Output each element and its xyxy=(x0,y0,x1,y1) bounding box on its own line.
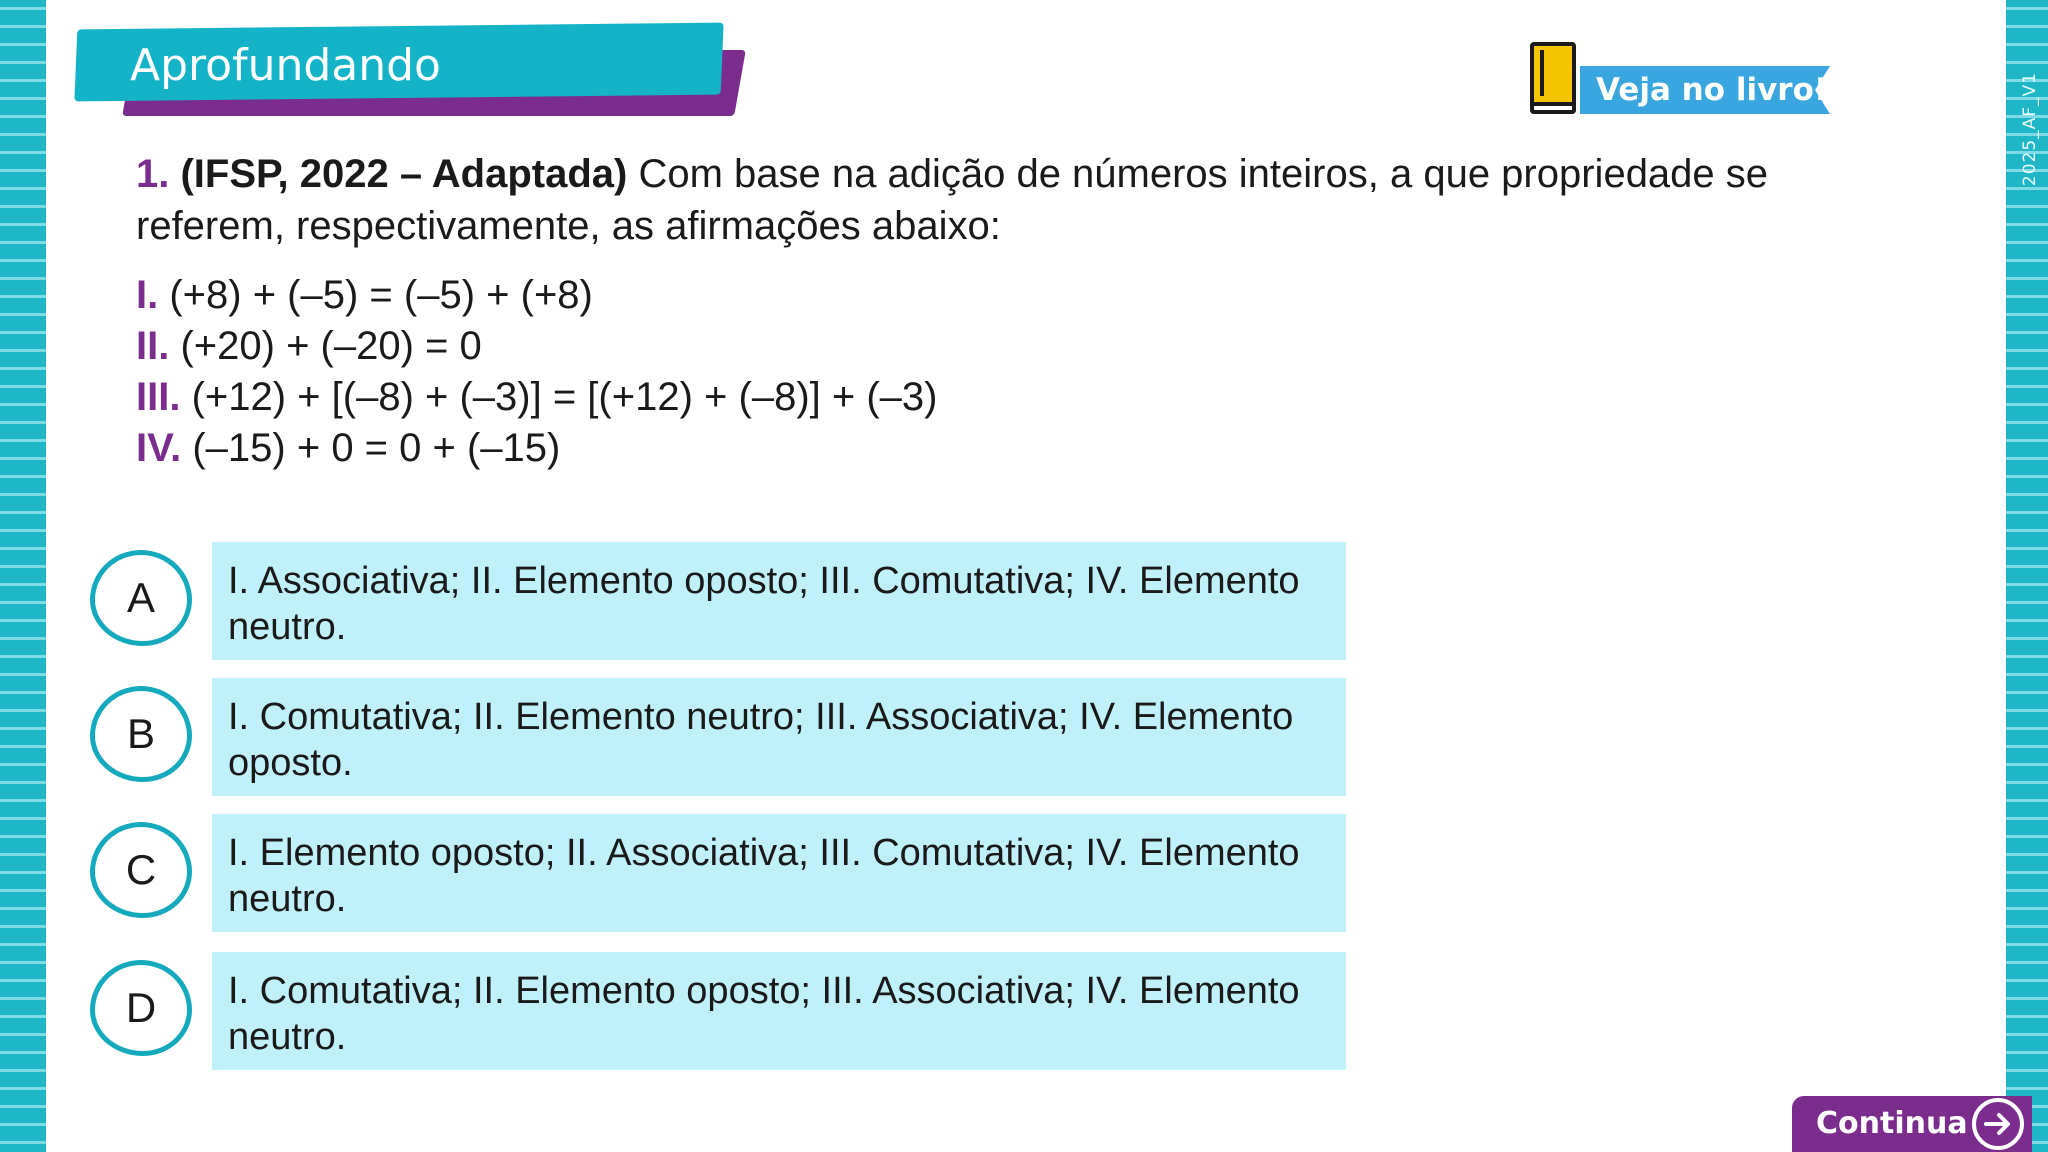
book-icon xyxy=(1530,42,1576,114)
option-letter-d[interactable]: D xyxy=(90,960,192,1056)
option-text-c[interactable]: I. Elemento oposto; II. Associativa; III. Comutativa; IV. Elemento neutro. xyxy=(212,814,1346,932)
option-text-d[interactable]: I. Comutativa; II. Elemento oposto; III. Associativa; IV. Elemento neutro. xyxy=(212,952,1346,1070)
option-b[interactable] xyxy=(90,678,1346,798)
option-letter-c[interactable]: C xyxy=(90,822,192,918)
statement-item: III. (+12) + [(–8) + (–3)] = [(+12) + (–8)] + (–3) xyxy=(136,375,938,419)
question-text: Com base na adição de números inteiros, a que propriedade se referem, respectivamente, as afirmações abaixo: xyxy=(136,152,1769,248)
option-a[interactable] xyxy=(90,542,1346,662)
statements-list xyxy=(136,270,937,474)
section-banner xyxy=(76,24,746,120)
section-title: Aprofundando xyxy=(130,40,441,91)
option-text-b[interactable]: I. Comutativa; II. Elemento neutro; III. Associativa; IV. Elemento oposto. xyxy=(212,678,1346,796)
statement-item: IV. (–15) + 0 = 0 + (–15) xyxy=(136,426,561,470)
right-wave-border xyxy=(2006,0,2048,1152)
statement-item: II. (+20) + (–20) = 0 xyxy=(136,324,482,368)
veja-no-livro-label: Veja no livro! xyxy=(1596,72,1829,108)
option-letter-b[interactable]: B xyxy=(90,686,192,782)
continue-label: Continua xyxy=(1816,1106,1968,1141)
arrow-right-icon xyxy=(1972,1098,2024,1150)
option-c[interactable] xyxy=(90,814,1346,934)
document-code: 2025_AF_V1 xyxy=(2020,72,2040,187)
question-prompt xyxy=(136,148,1896,252)
option-letter-a[interactable]: A xyxy=(90,550,192,646)
option-d[interactable] xyxy=(90,952,1346,1072)
veja-no-livro-link[interactable] xyxy=(1530,42,1830,120)
continue-button[interactable] xyxy=(1792,1096,2032,1152)
option-text-a[interactable]: I. Associativa; II. Elemento oposto; III. Comutativa; IV. Elemento neutro. xyxy=(212,542,1346,660)
question-source: (IFSP, 2022 – Adaptada) xyxy=(180,152,628,196)
left-wave-border xyxy=(0,0,46,1152)
statement-item: I. (+8) + (–5) = (–5) + (+8) xyxy=(136,273,593,317)
question-number: 1. xyxy=(136,152,170,196)
